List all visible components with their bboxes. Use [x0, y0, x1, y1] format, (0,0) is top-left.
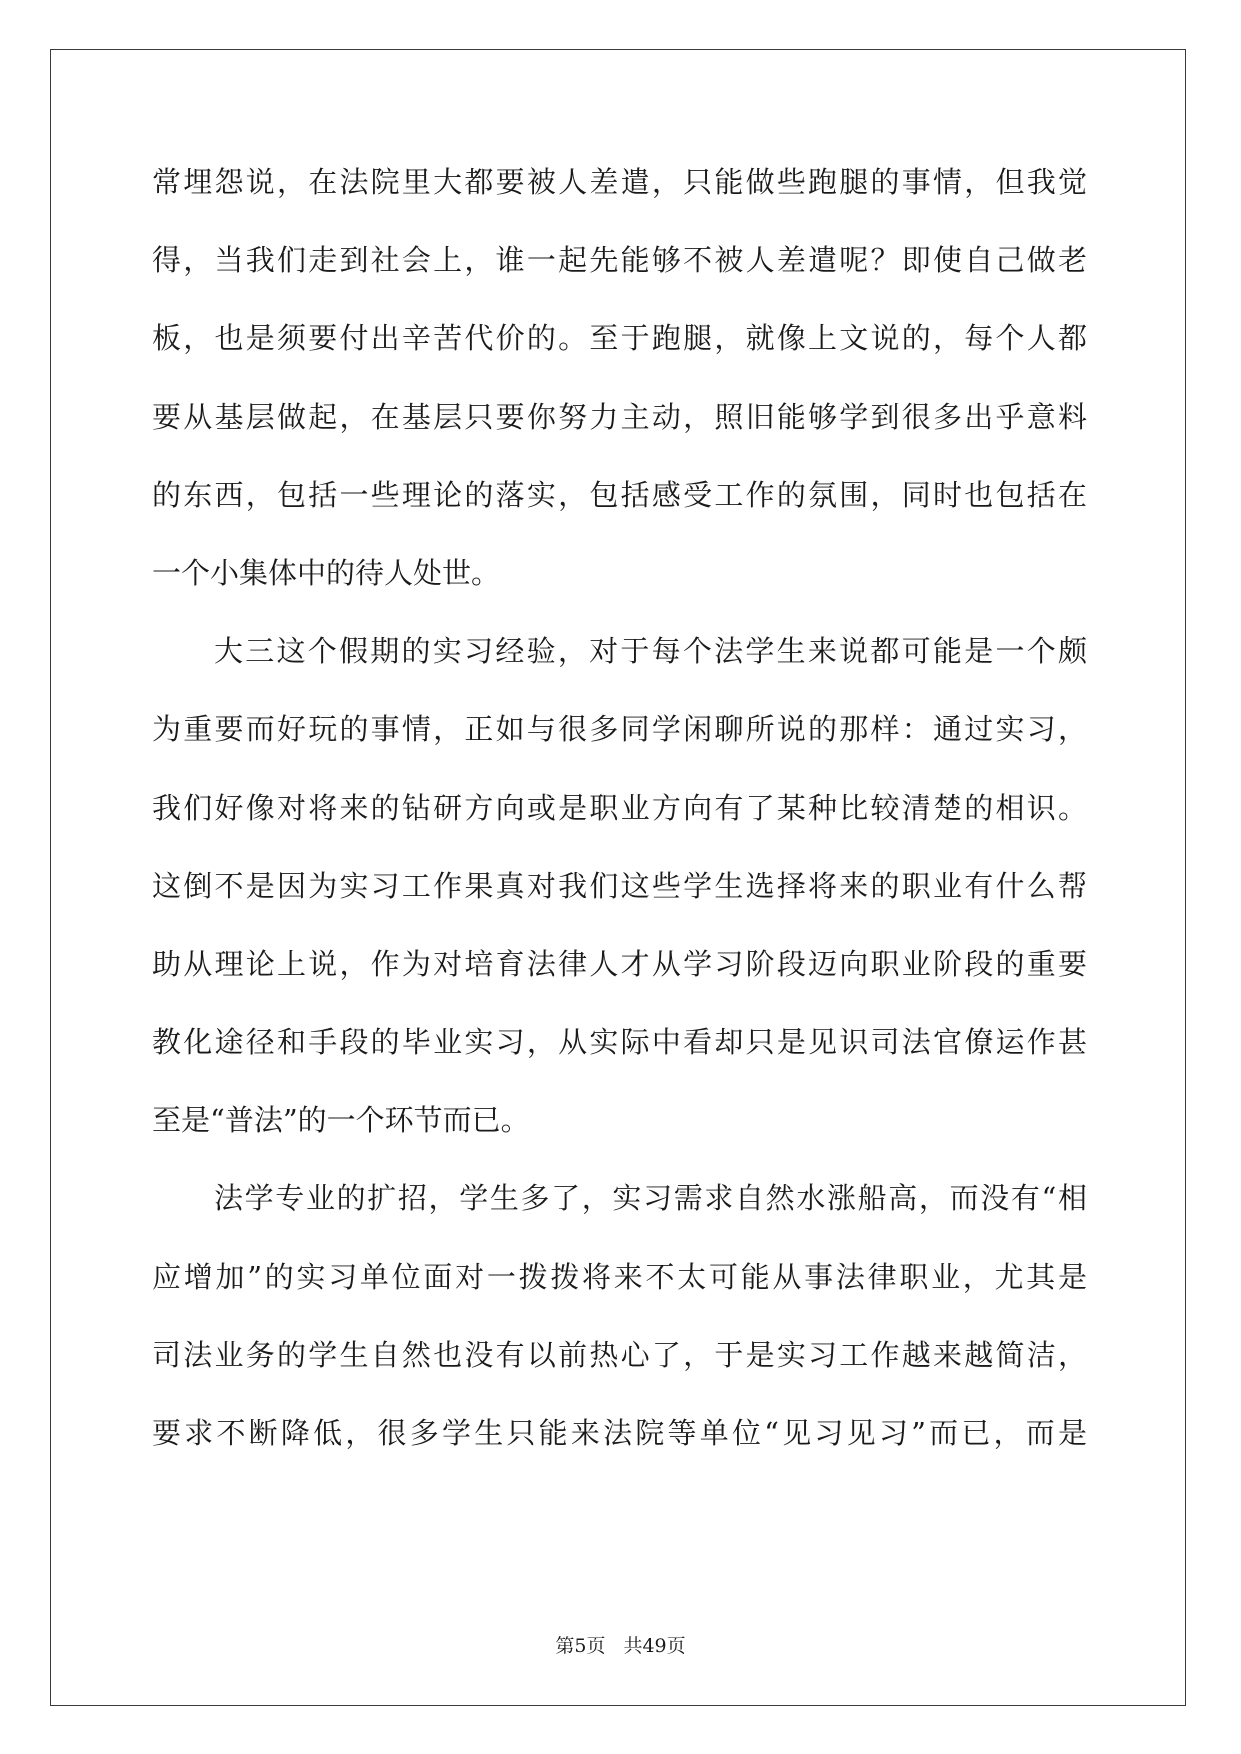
page-number: 第5页 — [555, 1635, 606, 1657]
text-line: 得，当我们走到社会上，谁一起先能够不被人差遣呢？即使自己做老 — [152, 243, 1087, 278]
text-line: 法学专业的扩招，学生多了，实习需求自然水涨船高，而没有“相 — [214, 1181, 1087, 1216]
text-line: 要求不断降低，很多学生只能来法院等单位“见习见习”而已，而是 — [152, 1416, 1087, 1450]
text-line: 的东西，包括一些理论的落实，包括感受工作的氛围，同时也包括在 — [152, 477, 1087, 512]
text-line: 为重要而好玩的事情，正如与很多同学闲聊所说的那样：通过实习， — [152, 712, 1087, 747]
text-line: 板，也是须要付出辛苦代价的。至于跑腿，就像上文说的，每个人都 — [152, 321, 1087, 356]
text-line: 司法业务的学生自然也没有以前热心了，于是实习工作越来越简洁， — [152, 1337, 1087, 1372]
page-footer — [0, 1631, 1241, 1658]
text-line: 助从理论上说，作为对培育法律人才从学习阶段迈向职业阶段的重要 — [152, 946, 1087, 981]
text-line: 教化途径和手段的毕业实习，从实际中看却只是见识司法官僚运作甚 — [152, 1025, 1087, 1060]
text-line: 常埋怨说，在法院里大都要被人差遣，只能做些跑腿的事情，但我觉 — [152, 165, 1087, 199]
text-line: 至是“普法”的一个环节而已。 — [152, 1103, 530, 1138]
text-line: 这倒不是因为实习工作果真对我们这些学生选择将来的职业有什么帮 — [152, 868, 1087, 903]
text-line: 我们好像对将来的钻研方向或是职业方向有了某种比较清楚的相识。 — [152, 790, 1087, 825]
text-line: 应增加”的实习单位面对一拨拨将来不太可能从事法律职业，尤其是 — [152, 1259, 1087, 1294]
page-total: 共49页 — [623, 1635, 686, 1657]
text-line: 要从基层做起，在基层只要你努力主动，照旧能够学到很多出乎意料 — [152, 399, 1087, 434]
document-body — [152, 162, 1087, 1491]
text-line: 大三这个假期的实习经验，对于每个法学生来说都可能是一个颇 — [214, 634, 1087, 669]
text-line: 一个小集体中的待人处世。 — [152, 555, 501, 590]
